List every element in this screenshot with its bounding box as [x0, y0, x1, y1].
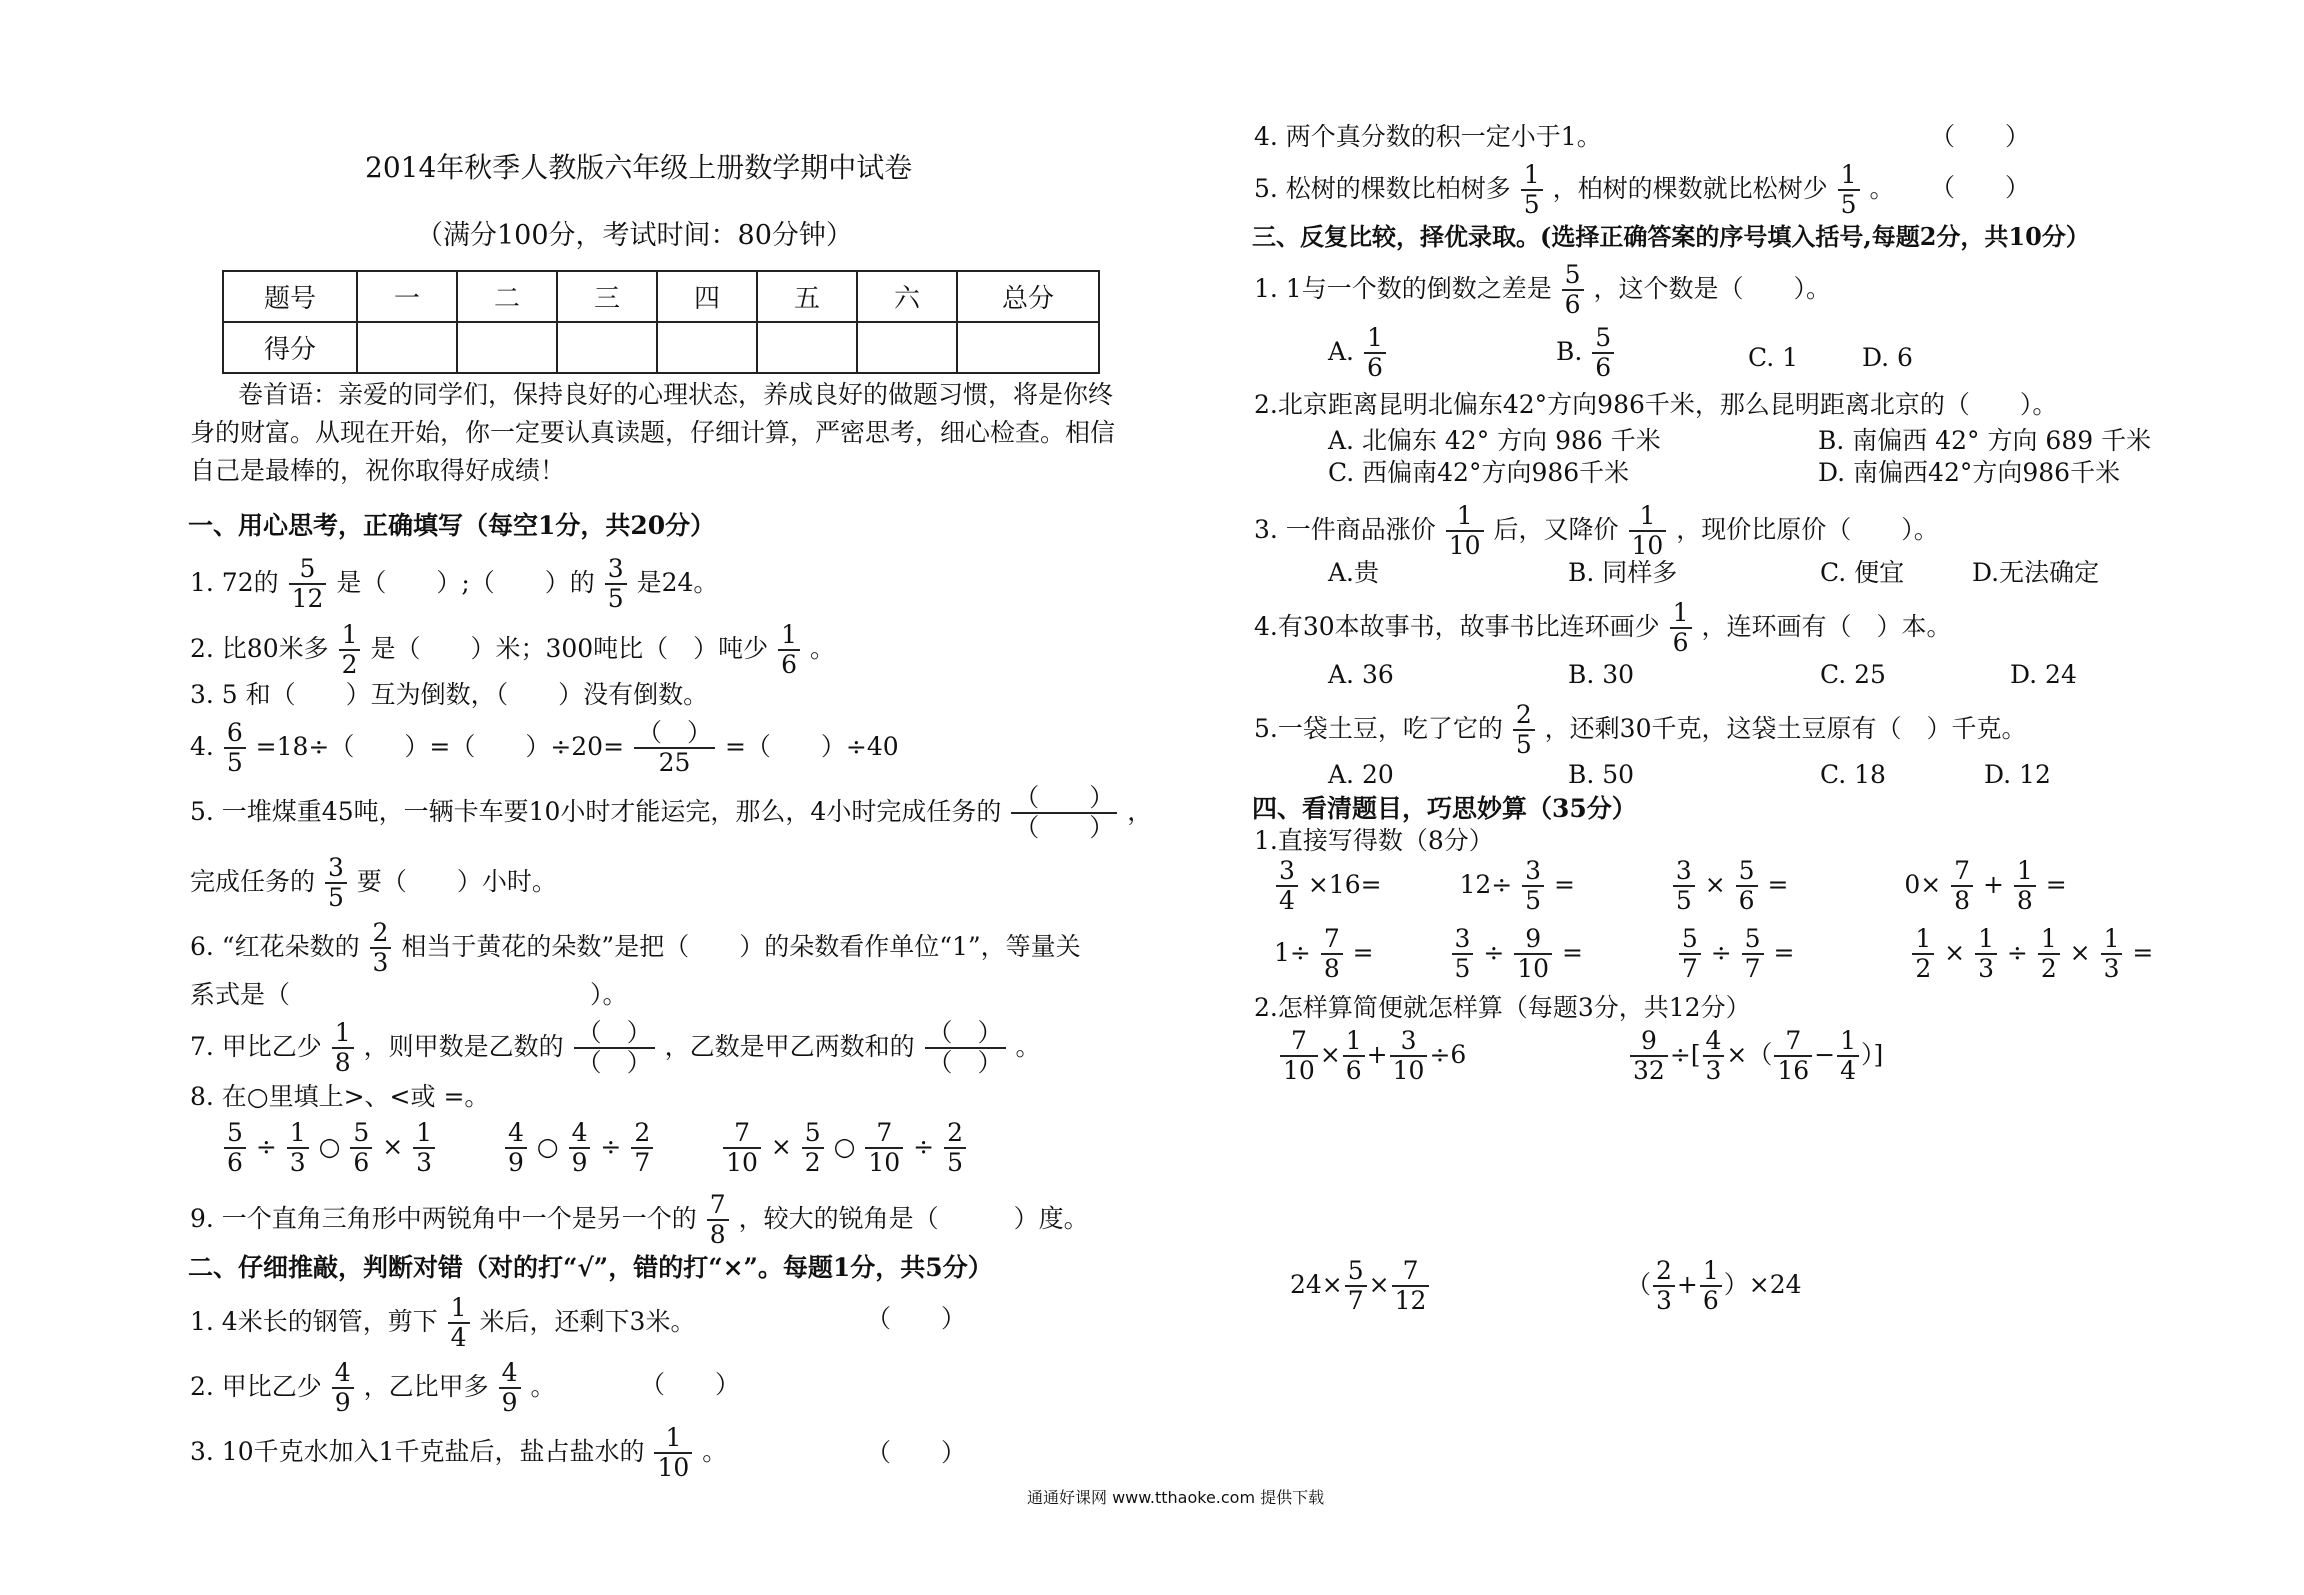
table-cell: 一: [357, 271, 457, 322]
option-b[interactable]: B. 50: [1568, 760, 1635, 789]
table-cell: 题号: [223, 271, 357, 322]
s2-question-1: 1. 4米长的钢管，剪下 $\frac{1}{4}$ 米后，还剩下3米。: [190, 1293, 696, 1353]
option-a[interactable]: A. 20: [1328, 760, 1394, 789]
section-2-heading: 二、仔细推敲，判断对错（对的打“√”，错的打“×”。每题1分，共5分）: [188, 1253, 993, 1282]
s1-question-8: 8. 在○里填上>、<或 =。: [190, 1082, 490, 1111]
answer-bracket[interactable]: （ ）: [640, 1370, 741, 1399]
page-title: 2014年秋季人教版六年级上册数学期中试卷: [365, 151, 913, 184]
table-row: [223, 322, 1099, 373]
table-cell: 得分: [223, 322, 357, 373]
calc-expression-3: 24× $\frac{5}{7}$ × $\frac{7}{12}$: [1290, 1258, 1431, 1315]
s1-question-8-compare: $\frac{5}{6}$ ÷ $\frac{1}{3}$ ○ $\frac{5}{6}$ × $\frac{1}{3}$ $\frac{4}{9}$ ○ $\frac{4}{9}$ ÷ $\frac{2}{7}$ $\frac{7}{10}$ × $\frac{5}{2}$ ○ $\frac{7}{10}$ ÷ $\frac{2}{5}$: [222, 1120, 968, 1177]
option-a[interactable]: A. 36: [1328, 660, 1394, 689]
answer-bracket[interactable]: （ ）: [866, 1304, 967, 1333]
score-input-cell[interactable]: [357, 322, 457, 373]
s3-question-4: 4.有30本故事书，故事书比连环画少 $\frac{1}{6}$ ，连环画有（ ）本。: [1254, 598, 1952, 658]
section-3-heading: 三、反复比较，择优录取。(选择正确答案的序号填入括号,每题2分，共10分）: [1252, 222, 2090, 251]
calc-expression-4: （ $\frac{2}{3}$ + $\frac{1}{6}$ ）×24: [1626, 1256, 1802, 1316]
s4-subheading-1: 1.直接写得数（8分）: [1254, 826, 1494, 855]
table-cell: 六: [857, 271, 957, 322]
table-cell: 总分: [957, 271, 1099, 322]
s3-question-1: 1. 1与一个数的倒数之差是 $\frac{5}{6}$ ，这个数是（ ）。: [1254, 260, 1832, 320]
s4-subheading-2: 2.怎样算简便就怎样算（每题3分，共12分）: [1254, 993, 1751, 1022]
option-c[interactable]: C. 18: [1820, 760, 1886, 789]
s1-question-2: 2. 比80米多 $\frac{1}{2}$ 是（ ）米；300吨比（ ）吨少 $\frac{1}{6}$ 。: [190, 620, 835, 680]
section-1-heading: 一、用心思考，正确填写（每空1分，共20分）: [188, 511, 716, 540]
score-input-cell[interactable]: [957, 322, 1099, 373]
answer-bracket[interactable]: （ ）: [1930, 173, 2031, 202]
section-4-heading: 四、看清题目，巧思妙算（35分）: [1252, 794, 1637, 823]
s2-question-5: 5. 松树的棵数比柏树多 $\frac{1}{5}$ ，柏树的棵数就比松树少 $\frac{1}{5}$ 。: [1254, 160, 1895, 220]
score-input-cell[interactable]: [857, 322, 957, 373]
s2-question-3: 3. 10千克水加入1千克盐后，盐占盐水的 $\frac{1}{10}$ 。: [190, 1423, 728, 1483]
option-c[interactable]: C. 便宜: [1820, 558, 1905, 587]
s1-question-9: 9. 一个直角三角形中两锐角中一个是另一个的 $\frac{7}{8}$ ，较大的锐角是（ ）度。: [190, 1190, 1089, 1250]
s1-question-4: 4. $\frac{6}{5}$ =18÷（ ）=（ ）÷20= $\frac{( )}{25}$ =（ ）÷40: [190, 718, 899, 778]
option-a[interactable]: A. $\frac{1}{6}$: [1328, 325, 1388, 382]
answer-bracket[interactable]: （ ）: [866, 1438, 967, 1467]
table-cell: 三: [557, 271, 657, 322]
calc-expression-1: $\frac{7}{10}$ × $\frac{1}{6}$ + $\frac{3}{10}$ ÷6: [1278, 1028, 1466, 1085]
score-table: [222, 270, 1100, 374]
table-cell: 二: [457, 271, 557, 322]
option-d[interactable]: D.无法确定: [1972, 558, 2100, 587]
s1-question-7: 7. 甲比乙少 $\frac{1}{8}$ ，则甲数是乙数的 $\frac{( )}{( )}$ ，乙数是甲乙两数和的 $\frac{( )}{( )}$ 。: [190, 1018, 1041, 1078]
option-b[interactable]: B. 30: [1568, 660, 1635, 689]
s3-question-3: 3. 一件商品涨价 $\frac{1}{10}$ 后，又降价 $\frac{1}{10}$ ，现价比原价（ ）。: [1254, 501, 1939, 561]
score-input-cell[interactable]: [457, 322, 557, 373]
option-d[interactable]: D. 南偏西42°方向986千米: [1818, 458, 2121, 487]
option-b[interactable]: B. 南偏西 42° 方向 689 千米: [1818, 426, 2152, 455]
s1-question-6-cont: 系式是（ ）。: [190, 980, 628, 1009]
table-cell: 五: [757, 271, 857, 322]
option-c[interactable]: C. 25: [1820, 660, 1886, 689]
option-d[interactable]: D. 12: [1984, 760, 2051, 789]
s1-question-5: 5. 一堆煤重45吨，一辆卡车要10小时才能运完，那么，4小时完成任务的 $\frac{( )}{( )}$ ，: [190, 783, 1153, 843]
score-input-cell[interactable]: [657, 322, 757, 373]
answer-bracket[interactable]: （ ）: [1930, 122, 2031, 151]
option-c[interactable]: C. 1: [1748, 343, 1799, 372]
score-input-cell[interactable]: [757, 322, 857, 373]
option-a[interactable]: A.贵: [1328, 558, 1380, 587]
s1-question-3: 3. 5 和（ ）互为倒数，（ ）没有倒数。: [190, 680, 709, 709]
s1-question-1: 1. 72的 $\frac{5}{12}$ 是（ ）;（ ）的 $\frac{3}{5}$ 是24。: [190, 554, 719, 614]
s1-question-5-cont: 完成任务的 $\frac{3}{5}$ 要（ ）小时。: [190, 853, 557, 913]
option-c[interactable]: C. 西偏南42°方向986千米: [1328, 458, 1630, 487]
s1-question-6: 6. “红花朵数的 $\frac{2}{3}$ 相当于黄花的朵数”是把（ ）的朵数看作单位“1”，等量关: [190, 918, 1081, 978]
mental-math-row-1: $\frac{3}{4}$ ×16= 12÷ $\frac{3}{5}$ = $\frac{3}{5}$ × $\frac{5}{6}$ = 0× $\frac{7}{8}$ + $\frac{1}{8}$ =: [1274, 858, 2067, 915]
s2-question-4: 4. 两个真分数的积一定小于1。: [1254, 122, 1602, 151]
mental-math-row-2: 1÷ $\frac{7}{8}$ = $\frac{3}{5}$ ÷ $\frac{9}{10}$ = $\frac{5}{7}$ ÷ $\frac{5}{7}$ = $\frac{1}{2}$ × $\frac{1}{3}$ ÷ $\frac{1}{2}$ × $\frac{1}{3}$ =: [1274, 924, 2154, 984]
s2-question-2: 2. 甲比乙少 $\frac{4}{9}$ ，乙比甲多 $\frac{4}{9}$ 。: [190, 1358, 556, 1418]
page-subtitle: （满分100分，考试时间：80分钟）: [416, 220, 853, 251]
footer-credit: 通通好课网 www.tthaoke.com 提供下载: [1027, 1488, 1325, 1507]
table-row: [223, 271, 1099, 322]
score-input-cell[interactable]: [557, 322, 657, 373]
table-cell: 四: [657, 271, 757, 322]
s3-question-2: 2.北京距离昆明北偏东42°方向986千米，那么昆明距离北京的（ ）。: [1254, 390, 2058, 419]
option-b[interactable]: B. 同样多: [1568, 558, 1678, 587]
intro-paragraph: 卷首语：亲爱的同学们，保持良好的心理状态，养成良好的做题习惯，将是你终身的财富。从现在开始，你一定要认真读题，仔细计算，严密思考，细心检查。相信自己是最棒的，祝你取得好成绩！: [190, 380, 1116, 485]
calc-expression-2: $\frac{9}{32}$ ÷[ $\frac{4}{3}$ ×（ $\frac{7}{16}$ − $\frac{1}{4}$ ）]: [1628, 1028, 1883, 1085]
option-d[interactable]: D. 24: [2010, 660, 2077, 689]
option-b[interactable]: B. $\frac{5}{6}$: [1556, 325, 1616, 382]
option-a[interactable]: A. 北偏东 42° 方向 986 千米: [1328, 426, 1661, 455]
s3-question-5: 5.一袋土豆，吃了它的 $\frac{2}{5}$ ，还剩30千克，这袋土豆原有（ ）千克。: [1254, 700, 2027, 760]
option-d[interactable]: D. 6: [1862, 343, 1913, 372]
